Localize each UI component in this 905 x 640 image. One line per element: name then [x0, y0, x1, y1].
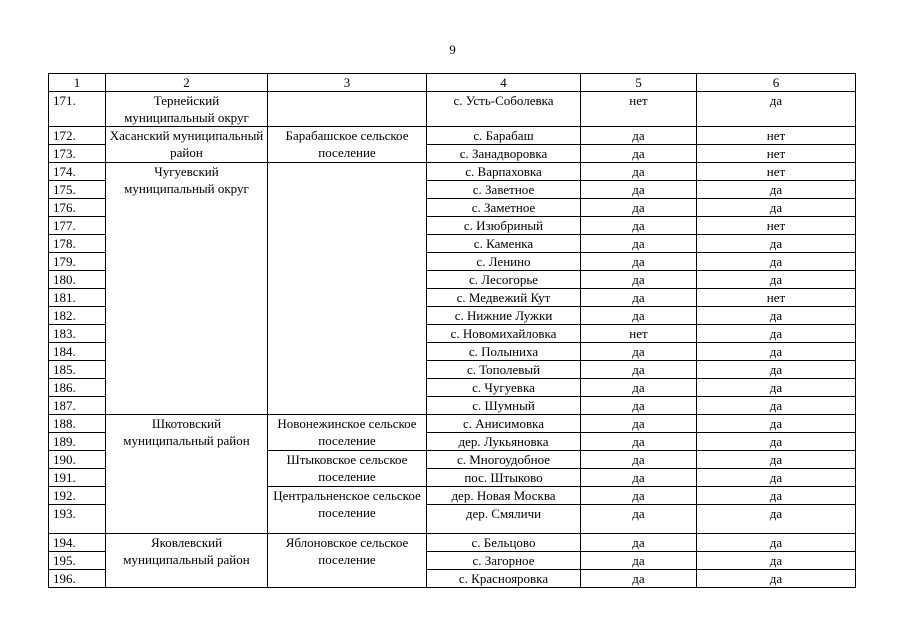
settlement-cell: с. Полыниха	[427, 343, 581, 361]
settlement-cell: с. Варпаховка	[427, 163, 581, 181]
row-number: 176.	[49, 199, 106, 217]
value-cell-5: да	[581, 534, 697, 552]
settlement-cell: с. Новомихайловка	[427, 325, 581, 343]
value-cell-5: нет	[581, 92, 697, 127]
row-number: 187.	[49, 397, 106, 415]
settlement-cell: с. Усть-Соболевка	[427, 92, 581, 127]
value-cell-5: да	[581, 379, 697, 397]
value-cell-6: да	[697, 415, 856, 433]
settlement-cell: дер. Новая Москва	[427, 487, 581, 505]
row-number: 172.	[49, 127, 106, 145]
settlement-cell: пос. Штыково	[427, 469, 581, 487]
settlement-cell: с. Тополевый	[427, 361, 581, 379]
value-cell-6: да	[697, 325, 856, 343]
settlement-cell: с. Барабаш	[427, 127, 581, 145]
municipality-cell: Штыковское сельское поселение	[268, 451, 427, 487]
value-cell-5: да	[581, 289, 697, 307]
settlements-table	[48, 73, 856, 588]
page-number: 9	[449, 42, 456, 57]
district-cell: Хасанский муниципальный район	[106, 127, 268, 163]
table-row	[49, 92, 856, 127]
value-cell-6: да	[697, 379, 856, 397]
value-cell-6: да	[697, 235, 856, 253]
value-cell-5: да	[581, 199, 697, 217]
settlement-cell: с. Каменка	[427, 235, 581, 253]
value-cell-5: да	[581, 570, 697, 588]
value-cell-5: да	[581, 163, 697, 181]
row-number: 179.	[49, 253, 106, 271]
value-cell-6: да	[697, 343, 856, 361]
row-number: 180.	[49, 271, 106, 289]
value-cell-6: да	[697, 199, 856, 217]
district-cell: Чугуевский муниципальный округ	[106, 163, 268, 415]
municipality-cell: Новонежинское сельское поселение	[268, 415, 427, 451]
district-cell: Тернейский муниципальный округ	[106, 92, 268, 127]
row-number: 182.	[49, 307, 106, 325]
table-header-row	[49, 74, 856, 92]
settlement-cell: с. Чугуевка	[427, 379, 581, 397]
row-number: 189.	[49, 433, 106, 451]
value-cell-5: да	[581, 433, 697, 451]
value-cell-5: да	[581, 181, 697, 199]
column-header: 1	[49, 74, 106, 92]
value-cell-5: да	[581, 552, 697, 570]
column-header: 2	[106, 74, 268, 92]
row-number: 183.	[49, 325, 106, 343]
settlement-cell: с. Многоудобное	[427, 451, 581, 469]
settlement-cell: с. Загорное	[427, 552, 581, 570]
district-cell: Яковлевский муниципальный район	[106, 534, 268, 588]
value-cell-6: да	[697, 307, 856, 325]
value-cell-5: да	[581, 505, 697, 534]
value-cell-5: да	[581, 307, 697, 325]
row-number: 178.	[49, 235, 106, 253]
value-cell-5: да	[581, 469, 697, 487]
settlement-cell: с. Медвежий Кут	[427, 289, 581, 307]
column-header: 5	[581, 74, 697, 92]
value-cell-6: да	[697, 181, 856, 199]
settlement-cell: с. Занадворовка	[427, 145, 581, 163]
column-header: 3	[268, 74, 427, 92]
value-cell-6: нет	[697, 145, 856, 163]
table-row	[49, 127, 856, 145]
settlement-cell: с. Ленино	[427, 253, 581, 271]
row-number: 190.	[49, 451, 106, 469]
value-cell-5: да	[581, 361, 697, 379]
row-number: 175.	[49, 181, 106, 199]
row-number: 194.	[49, 534, 106, 552]
value-cell-6: да	[697, 361, 856, 379]
row-number: 193.	[49, 505, 106, 534]
value-cell-5: да	[581, 487, 697, 505]
value-cell-5: нет	[581, 325, 697, 343]
value-cell-5: да	[581, 271, 697, 289]
value-cell-6: да	[697, 552, 856, 570]
value-cell-6: да	[697, 534, 856, 552]
settlement-cell: с. Нижние Лужки	[427, 307, 581, 325]
value-cell-5: да	[581, 343, 697, 361]
settlement-cell: дер. Лукьяновка	[427, 433, 581, 451]
settlement-cell: с. Краснояровка	[427, 570, 581, 588]
value-cell-6: да	[697, 397, 856, 415]
municipality-cell	[268, 163, 427, 415]
row-number: 171.	[49, 92, 106, 127]
row-number: 174.	[49, 163, 106, 181]
value-cell-6: нет	[697, 217, 856, 235]
settlement-cell: с. Лесогорье	[427, 271, 581, 289]
value-cell-5: да	[581, 451, 697, 469]
row-number: 195.	[49, 552, 106, 570]
value-cell-6: нет	[697, 289, 856, 307]
settlement-cell: с. Заметное	[427, 199, 581, 217]
value-cell-5: да	[581, 253, 697, 271]
row-number: 177.	[49, 217, 106, 235]
municipality-cell	[268, 92, 427, 127]
value-cell-5: да	[581, 235, 697, 253]
value-cell-6: да	[697, 253, 856, 271]
row-number: 184.	[49, 343, 106, 361]
row-number: 173.	[49, 145, 106, 163]
municipality-cell: Яблоновское сельское поселение	[268, 534, 427, 588]
value-cell-6: нет	[697, 163, 856, 181]
row-number: 191.	[49, 469, 106, 487]
settlement-cell: с. Бельцово	[427, 534, 581, 552]
settlement-cell: с. Шумный	[427, 397, 581, 415]
row-number: 181.	[49, 289, 106, 307]
settlement-cell: с. Заветное	[427, 181, 581, 199]
district-cell: Шкотовский муниципальный район	[106, 415, 268, 534]
value-cell-6: да	[697, 469, 856, 487]
value-cell-5: да	[581, 127, 697, 145]
value-cell-6: да	[697, 505, 856, 534]
value-cell-6: да	[697, 92, 856, 127]
value-cell-6: да	[697, 433, 856, 451]
column-header: 6	[697, 74, 856, 92]
settlement-cell: с. Анисимовка	[427, 415, 581, 433]
value-cell-5: да	[581, 415, 697, 433]
value-cell-5: да	[581, 397, 697, 415]
table-row	[49, 415, 856, 433]
value-cell-5: да	[581, 217, 697, 235]
row-number: 196.	[49, 570, 106, 588]
settlement-cell: с. Изюбриный	[427, 217, 581, 235]
column-header: 4	[427, 74, 581, 92]
row-number: 185.	[49, 361, 106, 379]
table-row	[49, 163, 856, 181]
value-cell-6: нет	[697, 127, 856, 145]
value-cell-6: да	[697, 570, 856, 588]
municipality-cell: Центральненское сельское поселение	[268, 487, 427, 534]
value-cell-6: да	[697, 451, 856, 469]
row-number: 192.	[49, 487, 106, 505]
municipality-cell: Барабашское сельское поселение	[268, 127, 427, 163]
value-cell-5: да	[581, 145, 697, 163]
table-row	[49, 534, 856, 552]
value-cell-6: да	[697, 271, 856, 289]
value-cell-6: да	[697, 487, 856, 505]
row-number: 188.	[49, 415, 106, 433]
settlement-cell: дер. Смяличи	[427, 505, 581, 534]
row-number: 186.	[49, 379, 106, 397]
